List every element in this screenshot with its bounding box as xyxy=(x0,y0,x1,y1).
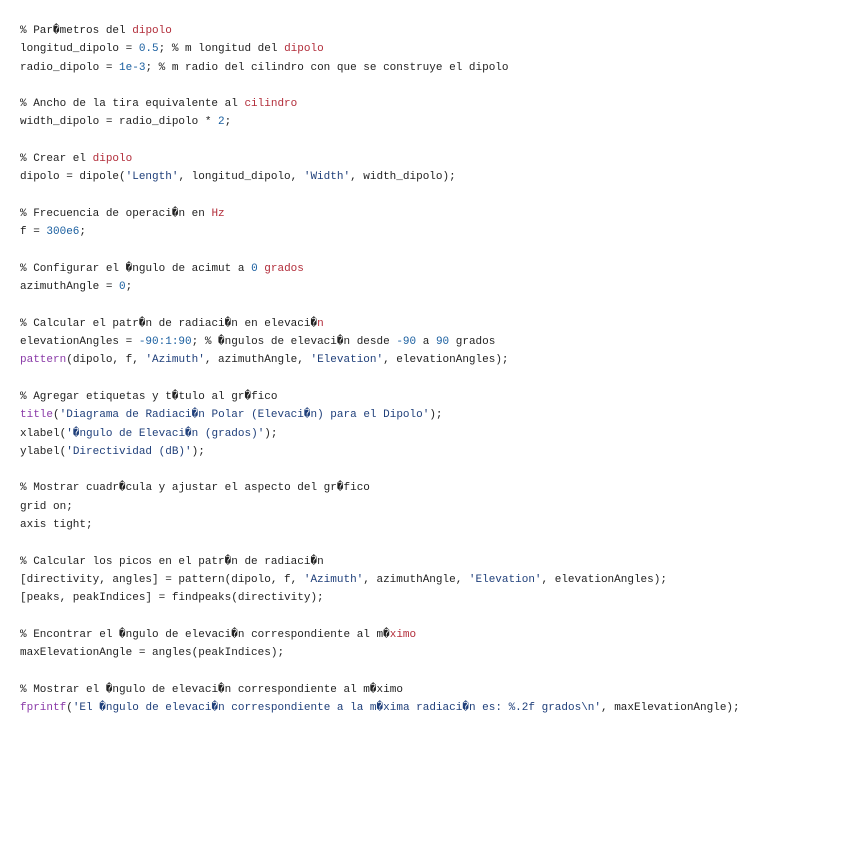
blank-line xyxy=(20,662,840,680)
code-token-plain: a xyxy=(416,336,436,349)
code-token-func: fprintf xyxy=(20,701,67,714)
code-token-plain: grid on; xyxy=(20,500,73,513)
code-token-plain: ; % m longitud del xyxy=(158,43,285,56)
code-line xyxy=(20,22,840,40)
blank-line xyxy=(20,77,840,95)
blank-line xyxy=(20,608,840,626)
code-token-func: pattern xyxy=(20,354,67,367)
code-token-plain: ; xyxy=(125,281,133,294)
code-line xyxy=(20,278,840,296)
code-token-plain: ); xyxy=(429,409,443,422)
code-token-comment: % Encontrar el �ngulo de elevaci�n correspondiente al m� xyxy=(20,628,390,641)
code-token-plain: , azimuthAngle, xyxy=(204,354,311,367)
code-line xyxy=(20,425,840,443)
code-token-plain: maxElevationAngle = angles(peakIndices); xyxy=(20,647,285,660)
code-token-accent: n xyxy=(317,317,324,330)
code-line xyxy=(20,315,840,333)
code-token-string: 'Length' xyxy=(125,171,179,184)
code-token-comment: % Par�metros del xyxy=(20,25,133,37)
code-token-plain: ( xyxy=(53,409,60,422)
code-line xyxy=(20,113,840,131)
code-line xyxy=(20,644,840,662)
code-line xyxy=(20,260,840,278)
code-token-string: 'Elevation' xyxy=(310,354,384,367)
code-token-comment: % Agregar etiquetas y t�tulo al gr�fico xyxy=(20,390,278,403)
code-line xyxy=(20,351,840,369)
code-token-plain: [peaks, peakIndices] = findpeaks(directivity); xyxy=(20,592,324,605)
code-token-comment: % Frecuencia de operaci�n en xyxy=(20,207,212,220)
code-token-number: -90:1:90 xyxy=(138,336,192,349)
code-token-comment: % Ancho de la tira equivalente al xyxy=(20,98,245,111)
code-token-string: 'El �ngulo de elevaci�n correspondiente a la m�xima radiaci�n es: %.2f grados\n' xyxy=(72,701,601,714)
code-token-string: 'Diagrama de Radiaci�n Polar (Elevaci�n) para el Dipolo' xyxy=(59,409,430,422)
code-token-plain: axis tight; xyxy=(20,519,93,532)
code-token-plain: , longitud_dipolo, xyxy=(178,171,304,184)
code-token-comment: % Crear el xyxy=(20,153,93,166)
code-token-string: 'Azimuth' xyxy=(145,354,205,367)
code-token-plain: ; % m radio del cilindro con que se construye el dipolo xyxy=(145,61,509,74)
code-line xyxy=(20,699,840,717)
code-token-accent: dipolo xyxy=(92,153,133,166)
code-line xyxy=(20,205,840,223)
code-token-plain: ); xyxy=(191,445,205,458)
code-line xyxy=(20,571,840,589)
code-token-accent: ximo xyxy=(389,628,417,641)
code-token-number: -90 xyxy=(396,336,417,349)
code-token-plain: width_dipolo = radio_dipolo * xyxy=(20,116,219,129)
code-token-plain: dipolo = dipole( xyxy=(20,171,126,184)
code-line xyxy=(20,553,840,571)
code-token-plain: radio_dipolo = xyxy=(20,61,120,74)
code-token-func: title xyxy=(20,409,54,422)
code-token-plain: grados xyxy=(449,336,496,349)
code-token-plain: ; xyxy=(224,116,232,129)
code-token-number: 0 xyxy=(251,262,258,275)
code-line xyxy=(20,406,840,424)
code-line xyxy=(20,388,840,406)
code-line xyxy=(20,223,840,241)
code-token-plain: , width_dipolo); xyxy=(350,171,456,184)
code-token-plain: f = xyxy=(20,226,47,239)
code-token-plain: ylabel( xyxy=(20,445,67,458)
blank-line xyxy=(20,132,840,150)
blank-line xyxy=(20,187,840,205)
code-token-string: 'Elevation' xyxy=(468,573,542,586)
code-token-number: 90 xyxy=(435,336,450,349)
code-token-accent: grados xyxy=(257,262,304,275)
code-token-plain: , azimuthAngle, xyxy=(363,573,469,586)
code-line xyxy=(20,498,840,516)
code-token-comment: % Configurar el �ngulo de acimut a xyxy=(20,262,252,275)
code-line xyxy=(20,589,840,607)
code-token-plain: , maxElevationAngle); xyxy=(601,701,740,714)
code-token-plain: (dipolo, f, xyxy=(66,354,146,367)
blank-line xyxy=(20,534,840,552)
code-line xyxy=(20,479,840,497)
code-token-accent: Hz xyxy=(211,207,225,220)
code-view[interactable] xyxy=(20,22,840,717)
blank-line xyxy=(20,370,840,388)
code-token-number: 1e-3 xyxy=(119,61,146,74)
code-token-plain: xlabel( xyxy=(20,427,67,440)
code-token-plain: ); xyxy=(264,427,278,440)
code-token-plain: , elevationAngles); xyxy=(541,573,667,586)
code-token-number: 0.5 xyxy=(138,43,159,56)
code-token-string: 'Directividad (dB)' xyxy=(66,445,192,458)
code-line xyxy=(20,40,840,58)
code-token-plain: ; xyxy=(79,226,87,239)
code-token-comment: % Calcular el patr�n de radiaci�n en elevaci� xyxy=(20,317,318,330)
blank-line xyxy=(20,461,840,479)
code-token-plain: ( xyxy=(66,701,73,714)
code-token-number: 300e6 xyxy=(46,226,80,239)
code-token-plain: [directivity, angles] = pattern(dipolo, f, xyxy=(20,573,304,586)
code-token-accent: cilindro xyxy=(244,98,298,111)
code-token-plain: azimuthAngle = xyxy=(20,281,120,294)
code-token-accent: dipolo xyxy=(132,25,172,37)
code-line xyxy=(20,516,840,534)
code-token-comment: % Calcular los picos en el patr�n de radiaci�n xyxy=(20,555,324,568)
code-token-comment: % Mostrar cuadr�cula y ajustar el aspecto del gr�fico xyxy=(20,482,370,495)
code-line xyxy=(20,59,840,77)
code-line xyxy=(20,681,840,699)
code-token-string: '�ngulo de Elevaci�n (grados)' xyxy=(66,427,265,440)
code-line xyxy=(20,150,840,168)
code-line xyxy=(20,443,840,461)
code-token-plain: elevationAngles = xyxy=(20,336,139,349)
code-token-plain: longitud_dipolo = xyxy=(20,43,139,56)
blank-line xyxy=(20,242,840,260)
code-line xyxy=(20,168,840,186)
code-line xyxy=(20,626,840,644)
code-token-number: 0 xyxy=(119,281,126,294)
code-token-plain: , elevationAngles); xyxy=(383,354,509,367)
code-token-string: 'Azimuth' xyxy=(303,573,364,586)
code-token-plain: ; % �ngulos de elevaci�n desde xyxy=(191,336,397,349)
code-line xyxy=(20,95,840,113)
code-token-comment: % Mostrar el �ngulo de elevaci�n correspondiente al m�ximo xyxy=(20,683,403,696)
code-token-number: 2 xyxy=(218,116,225,129)
code-line xyxy=(20,333,840,351)
blank-line xyxy=(20,296,840,314)
code-token-string: 'Width' xyxy=(303,171,351,184)
code-token-accent: dipolo xyxy=(284,43,324,56)
